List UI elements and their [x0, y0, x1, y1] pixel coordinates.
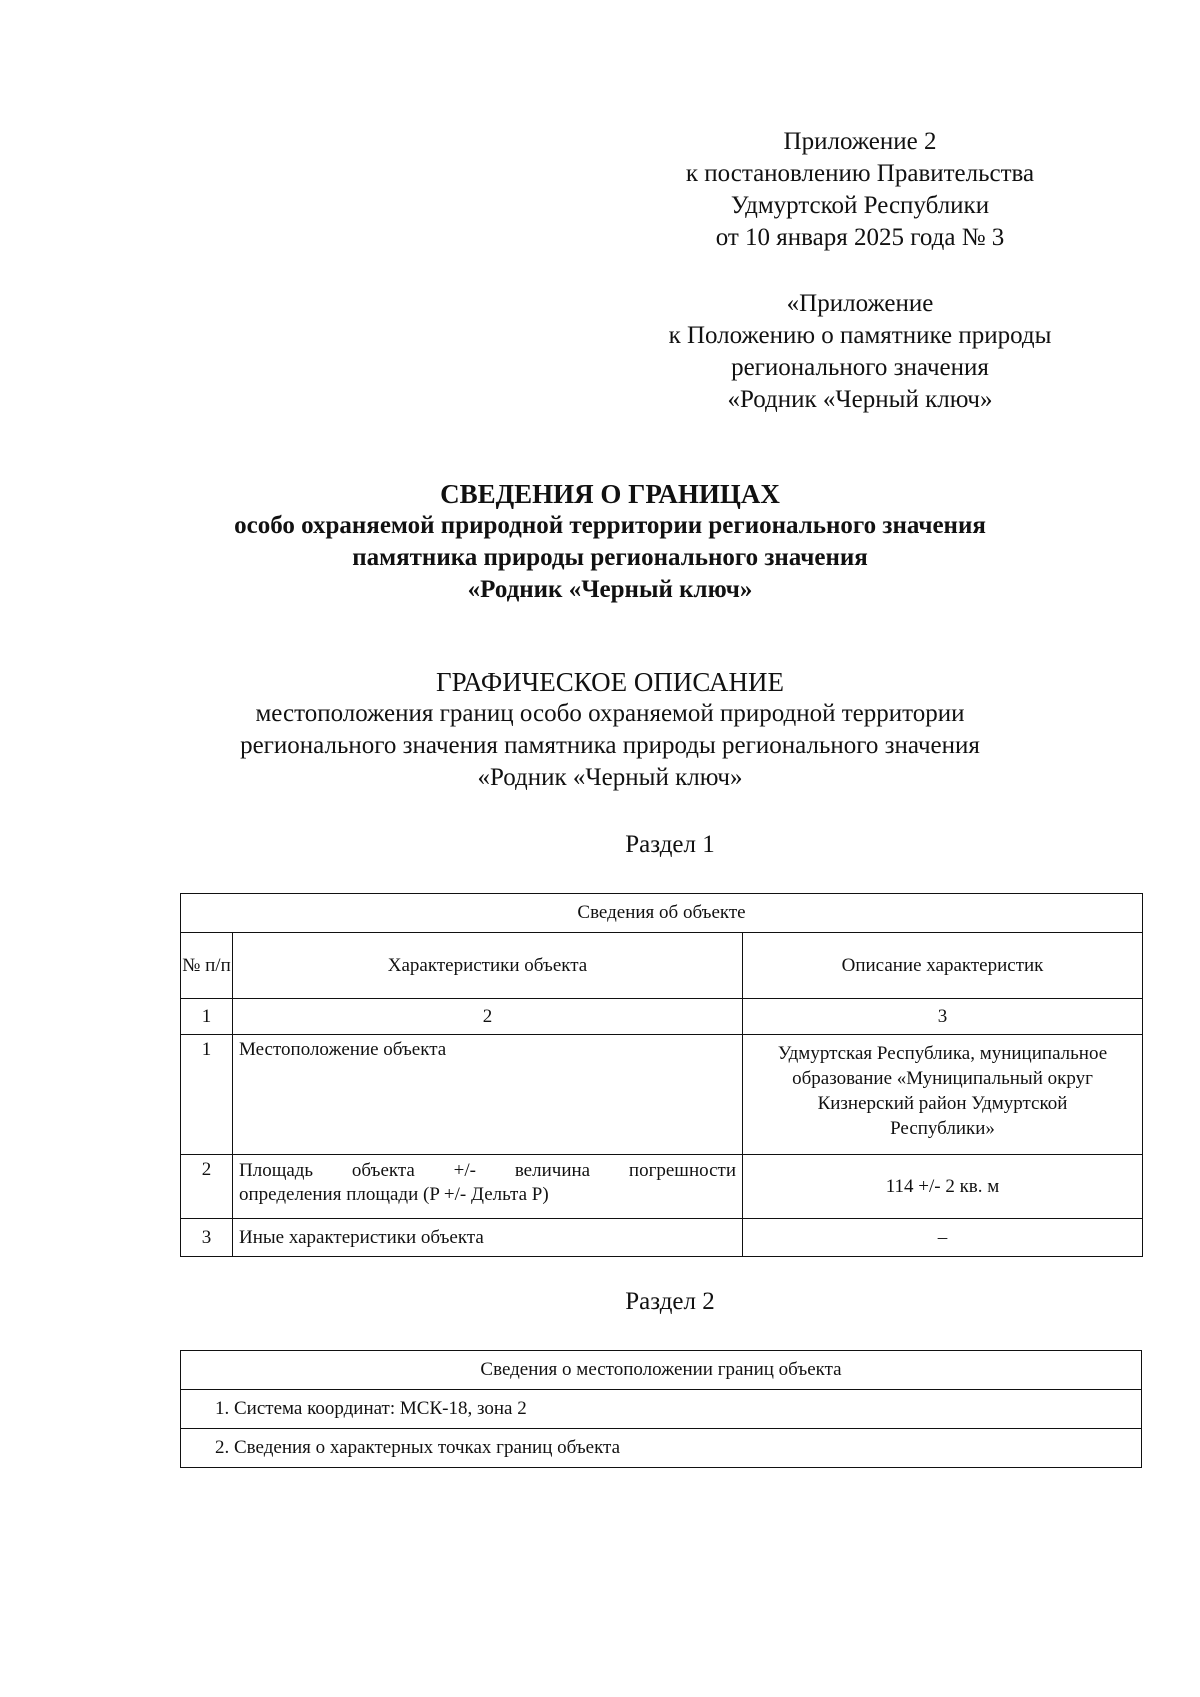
appendix-line: к постановлению Правительства	[685, 160, 1035, 187]
row-description: 114 +/- 2 кв. м	[743, 1155, 1143, 1219]
inner-appendix-reference	[600, 288, 1120, 416]
boundaries-subtitle: «Родник «Черный ключ»	[467, 576, 753, 603]
inner-appendix-line: «Родник «Черный ключ»	[727, 386, 993, 413]
header-description: Описание характеристик	[743, 933, 1143, 999]
appendix-line: от 10 января 2025 года № 3	[715, 224, 1005, 251]
row-num: 3	[181, 1219, 233, 1257]
header-characteristics: Характеристики объекта	[233, 933, 743, 999]
col-number: 2	[233, 999, 743, 1035]
row-description: –	[743, 1219, 1143, 1257]
inner-appendix-line: регионального значения	[731, 354, 989, 381]
row-characteristic: Иные характеристики объекта	[233, 1219, 743, 1257]
appendix-line: Приложение 2	[783, 128, 937, 155]
table-row	[181, 1035, 1143, 1155]
graphic-description-heading	[150, 666, 1070, 794]
table-row	[181, 1219, 1143, 1257]
section-2-title: Раздел 2	[625, 1288, 715, 1315]
coordinate-system-row: 1. Система координат: МСК-18, зона 2	[181, 1390, 1142, 1429]
boundaries-subtitle: памятника природы регионального значения	[352, 544, 868, 571]
inner-appendix-line: к Положению о памятнике природы	[668, 322, 1052, 349]
col-number: 3	[743, 999, 1143, 1035]
description-line: Республики»	[890, 1118, 995, 1139]
appendix-reference	[600, 126, 1120, 254]
col-number: 1	[181, 999, 233, 1035]
inner-appendix-line: «Приложение	[786, 290, 934, 317]
description-line: Кизнерский район Удмуртской	[817, 1093, 1068, 1114]
boundaries-title: СВЕДЕНИЯ О ГРАНИЦАХ	[440, 479, 780, 509]
characteristic-line: определения площади (P +/- Дельта P)	[239, 1184, 549, 1205]
object-info-table	[180, 893, 1143, 1257]
header-num: № п/п	[181, 933, 233, 999]
row-characteristic	[233, 1155, 743, 1219]
row-num: 2	[181, 1155, 233, 1219]
graphic-description-subtitle: регионального значения памятника природы регионального значения	[240, 732, 980, 759]
table-row	[181, 1429, 1142, 1468]
boundary-points-row: 2. Сведения о характерных точках границ объекта	[181, 1429, 1142, 1468]
section-1-title: Раздел 1	[625, 831, 715, 858]
graphic-description-subtitle: местоположения границ особо охраняемой природной территории	[255, 700, 965, 727]
boundaries-subtitle: особо охраняемой природной территории регионального значения	[234, 512, 986, 539]
description-line: образование «Муниципальный округ	[792, 1068, 1093, 1089]
row-description	[743, 1035, 1143, 1155]
table-row	[181, 1390, 1142, 1429]
graphic-description-subtitle: «Родник «Черный ключ»	[477, 764, 743, 791]
graphic-description-title: ГРАФИЧЕСКОЕ ОПИСАНИЕ	[435, 667, 785, 697]
row-num: 1	[181, 1035, 233, 1155]
location-info-table	[180, 1350, 1142, 1468]
object-info-caption: Сведения об объекте	[181, 894, 1143, 933]
table-row	[181, 1155, 1143, 1219]
description-line: Удмуртская Республика, муниципальное	[777, 1043, 1108, 1064]
boundaries-heading	[150, 478, 1070, 606]
appendix-line: Удмуртской Республики	[730, 192, 990, 219]
row-characteristic: Местоположение объекта	[233, 1035, 743, 1155]
location-info-caption: Сведения о местоположении границ объекта	[181, 1351, 1142, 1390]
characteristic-line: Площадь объекта +/- величина погрешности	[239, 1160, 736, 1181]
